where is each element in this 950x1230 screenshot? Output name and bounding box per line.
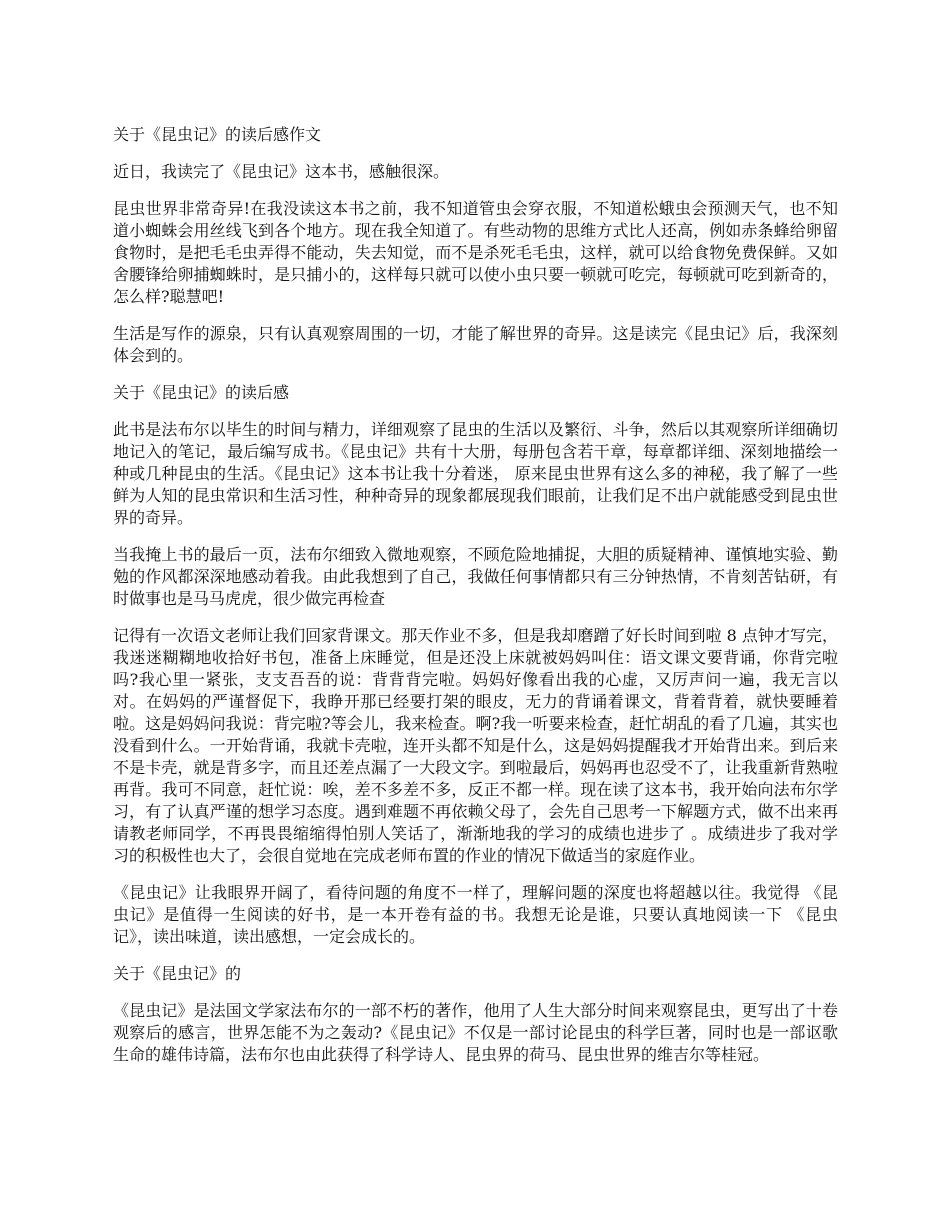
paragraph-book-summary: 此书是法布尔以毕生的时间与精力，详细观察了昆虫的生活以及繁衍、斗争，然后以其观察所详细确切地记入的笔记，最后编写成书。《昆虫记》共有十大册，每册包含若干章，每章都详细、深刻地描绘一种或几种昆虫的生活。《昆虫记》这本书让我十分着迷， 原来昆虫世界有这么多的神秘，我了解了一些鲜为人知的昆虫常识和生活习性，种种奇异的现象都展现我们眼前，让我们足不出户就能感受到昆虫世界的奇异。 <box>113 420 838 527</box>
paragraph-horizon: 《昆虫记》让我眼界开阔了，看待问题的角度不一样了，理解问题的深度也将超越以往。我觉得 《昆虫记》是值得一生阅读的好书，是一本开卷有益的书。我想无论是谁，只要认真地阅读一下 《昆虫记》，读出味道，读出感想，一定会成长的。 <box>113 883 838 946</box>
section-heading-2: 关于《昆虫记》的读后感 <box>113 383 290 402</box>
paragraph-memory: 记得有一次语文老师让我们回家背课文。那天作业不多，但是我却磨蹭了好长时间到啦 8 点钟才写完，我迷迷糊糊地收拾好书包，准备上床睡觉，但是还没上床就被妈妈叫住：语文课文要背诵，你背完啦吗?我心里一紧张，支支吾吾的说：背背背完啦。妈妈好像看出我的心虚，又厉声问一遍，我无言以对。在妈妈的严谨督促下，我睁开那已经要打架的眼皮，无力的背诵着课文，背着背着，就快要睡着啦。这是妈妈问我说：背完啦?等会儿，我来检查。啊?我一听要来检查，赶忙胡乱的看了几遍，其实也没看到什么。一开始背诵，我就卡壳啦，连开头都不知是什么，这是妈妈提醒我才开始背出来。到后来不是卡壳，就是背多字，而且还差点漏了一大段文字。到啦最后，妈妈再也忍受不了，让我重新背熟啦再背。我可不同意，赶忙说：唉，差不多差不多，反正不都一样。现在读了这本书，我开始向法布尔学习，有了认真严谨的想学习态度。遇到难题不再依赖父母了，会先自己思考一下解题方式，做不出来再请教老师同学，不再畏畏缩缩得怕别人笑话了，渐渐地我的学习的成绩也进步了 。成绩进步了我对学习的积极性也大了，会很自觉地在完成老师布置的作业的情况下做适当的家庭作业。 <box>113 626 838 865</box>
document-page <box>113 124 838 1081</box>
paragraph-masterpiece: 《昆虫记》是法国文学家法布尔的一部不朽的著作，他用了人生大部分时间来观察昆虫，更写出了十卷观察后的感言，世界怎能不为之轰动?《昆虫记》不仅是一部讨论昆虫的科学巨著，同时也是一部讴歌生命的雄伟诗篇，法布尔也由此获得了科学诗人、昆虫界的荷马、昆虫世界的维吉尔等桂冠。 <box>113 1001 838 1064</box>
paragraph-intro: 近日，我读完了《昆虫记》这本书，感触很深。 <box>113 162 450 181</box>
paragraph-last-page: 当我掩上书的最后一页，法布尔细致入微地观察，不顾危险地捕捉，大胆的质疑精神、谨慎地实验、勤勉的作风都深深地感动着我。由此我想到了自己，我做任何事情都只有三分钟热情，不肯刻苦钻研，有时做事也是马马虎虎，很少做完再检查 <box>113 545 838 608</box>
paragraph-insect-world: 昆虫世界非常奇异!在我没读这本书之前，我不知道管虫会穿衣服，不知道松蛾虫会预测天气，也不知道小蜘蛛会用丝线飞到各个地方。现在我全知道了。有些动物的思维方式比人还高，例如赤条蜂给卵留食物时，是把毛毛虫弄得不能动，失去知觉，而不是杀死毛毛虫，这样，就可以给食物免费保鲜。又如舍腰锋给卵捕蜘蛛时，是只捕小的，这样每只就可以使小虫只要一顿就可吃完，每顿就可吃到新奇的，怎么样?聪慧吧! <box>113 199 838 306</box>
section-heading-1: 关于《昆虫记》的读后感作文 <box>113 125 322 144</box>
paragraph-life-source: 生活是写作的源泉，只有认真观察周围的一切，才能了解世界的奇异。这是读完《昆虫记》后，我深刻体会到的。 <box>113 324 838 365</box>
section-heading-3: 关于《昆虫记》的 <box>113 964 242 983</box>
